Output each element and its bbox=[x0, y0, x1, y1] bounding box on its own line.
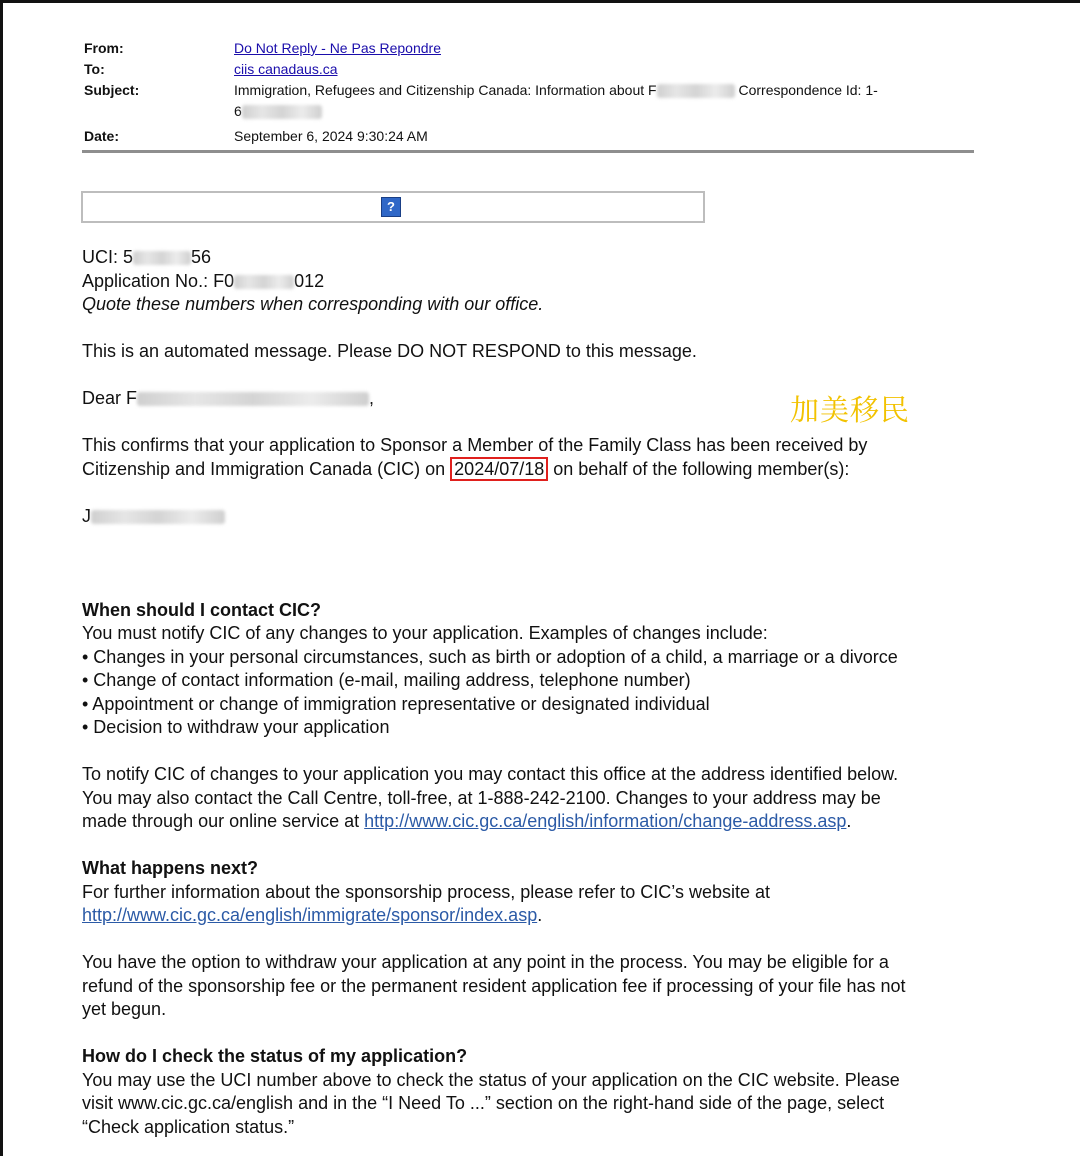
redacted-uci bbox=[133, 251, 191, 265]
received-date: 2024/07/18 bbox=[450, 457, 548, 481]
redacted-correspondence-id bbox=[242, 105, 322, 119]
watermark-text: 加美移民 bbox=[790, 393, 911, 427]
from-row bbox=[84, 38, 984, 59]
redacted-name bbox=[657, 84, 735, 98]
app-label: Application No.: bbox=[82, 270, 209, 291]
uci-line bbox=[82, 246, 962, 270]
notify-line-3-text: made through our online service at bbox=[82, 811, 365, 831]
to-link[interactable]: ciis canadaus.ca bbox=[234, 61, 338, 77]
greeting-prefix: Dear F bbox=[82, 388, 138, 408]
subject-label: Subject: bbox=[84, 82, 140, 98]
contact-bullet: • Decision to withdraw your application bbox=[82, 717, 390, 737]
redacted-application-number bbox=[234, 275, 294, 289]
confirmation-line-1: This confirms that your application to Sponsor a Member of the Family Class has been received by bbox=[82, 435, 868, 455]
uci-value-start: 5 bbox=[123, 247, 134, 267]
quote-note: Quote these numbers when corresponding with our office. bbox=[82, 294, 544, 314]
next-heading: What happens next? bbox=[82, 858, 259, 878]
contact-intro: You must notify CIC of any changes to your application. Examples of changes include: bbox=[82, 623, 768, 643]
confirmation-line-2 bbox=[82, 458, 962, 482]
withdraw-line-1: You have the option to withdraw your application at any point in the process. You may be eligible for a bbox=[82, 952, 889, 972]
contact-bullet: • Change of contact information (e-mail, mailing address, telephone number) bbox=[82, 670, 691, 690]
next-line-1: For further information about the sponsorship process, please refer to CIC’s website at bbox=[82, 881, 771, 902]
sponsor-info-link[interactable]: http://www.cic.gc.ca/english/immigrate/sponsor/index.asp bbox=[82, 905, 538, 925]
from-label: From: bbox=[84, 40, 124, 56]
date-row bbox=[84, 126, 984, 147]
application-number-line bbox=[82, 270, 962, 294]
notify-line-3-end: . bbox=[846, 811, 852, 831]
subject-value bbox=[234, 80, 984, 122]
subject-text-wrap: 6 bbox=[234, 103, 242, 119]
notify-line-2: You may also contact the Call Centre, toll-free, at 1-888-242-2100. Changes to your address may be bbox=[82, 787, 881, 808]
confirmation-before: Citizenship and Immigration Canada (CIC) on bbox=[82, 458, 451, 479]
to-row bbox=[84, 59, 984, 80]
contact-bullet: • Appointment or change of immigration representative or designated individual bbox=[82, 693, 710, 714]
contact-heading: When should I contact CIC? bbox=[82, 599, 321, 620]
withdraw-line-2: refund of the sponsorship fee or the permanent resident application fee if processing of your file has not bbox=[82, 975, 906, 996]
date-label: Date: bbox=[84, 128, 120, 144]
member-line bbox=[82, 505, 962, 529]
app-value-start: F0 bbox=[213, 270, 235, 291]
greeting bbox=[82, 387, 962, 411]
subject-text-mid: Correspondence Id: 1- bbox=[738, 82, 878, 98]
status-line-2: visit www.cic.gc.ca/english and in the “I Need To ...” section on the right-hand side of the page, select bbox=[82, 1093, 885, 1113]
from-link[interactable]: Do Not Reply - Ne Pas Repondre bbox=[234, 40, 441, 56]
subject-text-start: Immigration, Refugees and Citizenship Canada: Information about F bbox=[234, 82, 657, 98]
redacted-recipient-name bbox=[137, 392, 369, 406]
to-label: To: bbox=[84, 61, 105, 77]
email-body bbox=[82, 246, 962, 1139]
automated-notice: This is an automated message. Please DO NOT RESPOND to this message. bbox=[82, 341, 697, 361]
next-line-2 bbox=[82, 904, 962, 928]
subject-row bbox=[84, 80, 984, 122]
confirmation-after: on behalf of the following member(s): bbox=[548, 458, 850, 479]
header-divider bbox=[82, 150, 974, 153]
email-header bbox=[84, 38, 984, 147]
status-heading: How do I check the status of my application? bbox=[82, 1046, 468, 1066]
redacted-member-name bbox=[91, 510, 225, 524]
notify-line-3 bbox=[82, 810, 962, 834]
uci-value-end: 56 bbox=[191, 247, 212, 267]
change-address-link[interactable]: http://www.cic.gc.ca/english/information/change-address.asp bbox=[364, 811, 847, 831]
question-mark-icon: ? bbox=[381, 197, 401, 217]
image-placeholder bbox=[81, 191, 705, 223]
status-line-3: “Check application status.” bbox=[82, 1116, 295, 1137]
uci-label: UCI: bbox=[82, 247, 118, 267]
withdraw-line-3: yet begun. bbox=[82, 999, 167, 1019]
member-prefix: J bbox=[82, 505, 91, 526]
page-frame-left bbox=[0, 0, 3, 1156]
notify-line-1: To notify CIC of changes to your application you may contact this office at the address identified below. bbox=[82, 764, 899, 784]
date-value: September 6, 2024 9:30:24 AM bbox=[234, 128, 428, 144]
page-frame-top bbox=[0, 0, 1080, 3]
greeting-suffix: , bbox=[369, 388, 375, 408]
app-value-end: 012 bbox=[294, 270, 325, 291]
status-line-1: You may use the UCI number above to check the status of your application on the CIC website. Please bbox=[82, 1069, 900, 1090]
next-line-2-end: . bbox=[537, 905, 543, 925]
contact-bullet: • Changes in your personal circumstances, such as birth or adoption of a child, a marriage or a divorce bbox=[82, 646, 898, 667]
